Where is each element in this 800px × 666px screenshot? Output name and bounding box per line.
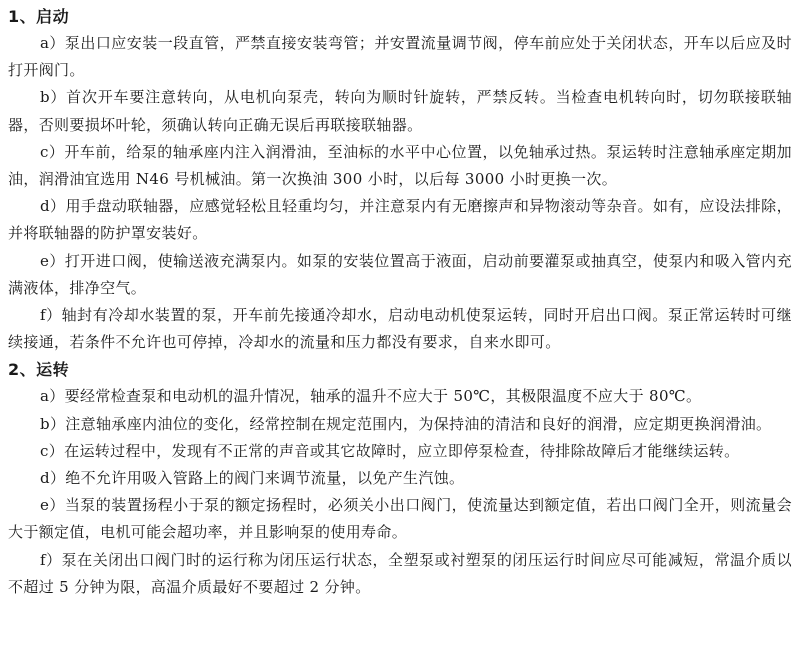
operation-paragraph-a: a）要经常检查泵和电动机的温升情况，轴承的温升不应大于 50℃，其极限温度不应大于 80℃。 [40,387,702,406]
startup-paragraph-d: d）用手盘动联轴器，应感觉轻松且轻重均匀，并注意泵内有无磨擦声和异物滚动等杂音。如有，应设法排除，并将联轴器的防护罩安装好。 [8,197,792,243]
startup-paragraph-f: f）轴封有冷却水装置的泵，开车前先接通冷却水，启动电动机使泵运转，同时开启出口阀。泵正常运转时可继续接通，若条件不允许也可停掉，冷却水的流量和压力都没有要求，自来水即可。 [8,306,792,352]
section-title-operation: 2、运转 [8,360,70,380]
operation-paragraph-d: d）绝不允许用吸入管路上的阀门来调节流量，以免产生汽蚀。 [40,469,465,488]
section-title-startup: 1、启动 [8,7,70,26]
startup-paragraph-e: e）打开进口阀，使输送液充满泵内。如泵的安装位置高于液面，启动前要灌泵或抽真空，使泵内和吸入管内充满液体，排净空气。 [8,251,792,297]
startup-paragraph-b: b）首次开车要注意转向，从电机向泵壳，转向为顺时针旋转，严禁反转。当检查电机转向时，切勿联接联轴器，否则要损坏叶轮，须确认转向正确无误后再联接联轴器。 [8,88,792,134]
operation-paragraph-b: b）注意轴承座内油位的变化，经常控制在规定范围内，为保持油的清洁和良好的润滑，应定期更换润滑油。 [40,414,772,433]
startup-paragraph-a: a）泵出口应安装一段直管，严禁直接安装弯管；并安置流量调节阀，停车前应处于关闭状态，开车以后应及时打开阀门。 [8,34,792,80]
operation-paragraph-c: c）在运转过程中，发现有不正常的声音或其它故障时，应立即停泵检查，待排除故障后才能继续运转。 [40,441,740,460]
operation-paragraph-f: f）泵在关闭出口阀门时的运行称为闭压运行状态，全塑泵或衬塑泵的闭压运行时间应尽可能减短，常温介质以不超过 5 分钟为限，高温介质最好不要超过 2 分钟。 [8,550,792,596]
startup-paragraph-c: c）开车前，给泵的轴承座内注入润滑油，至油标的水平中心位置，以免轴承过热。泵运转时注意轴承座定期加油，润滑油宜选用 N46 号机械油。第一次换油 300 小时，以后每 3000 小时更换一次。 [8,142,792,189]
operation-paragraph-e: e）当泵的装置扬程小于泵的额定扬程时，必须关小出口阀门，使流量达到额定值，若出口阀门全开，则流量会大于额定值，电机可能会超功率，并且影响泵的使用寿命。 [8,496,792,542]
